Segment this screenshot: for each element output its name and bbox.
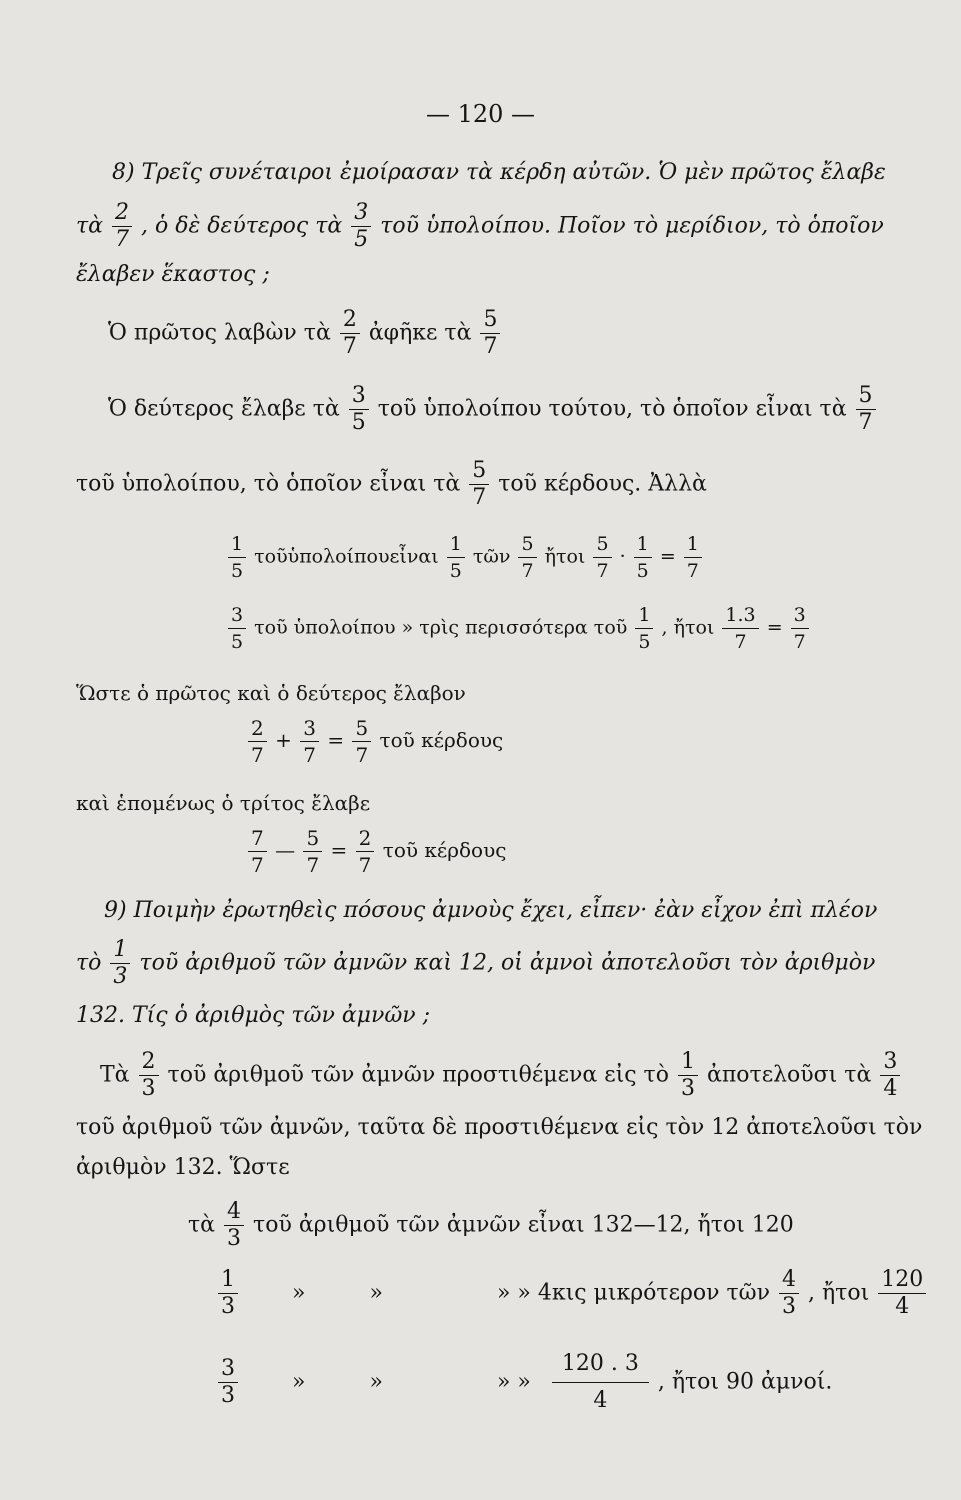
- numerator: 3: [300, 716, 319, 742]
- fraction: [480, 308, 500, 359]
- numerator: 2: [248, 716, 267, 742]
- solution-line-4: [226, 532, 704, 583]
- text: τὸ: [76, 950, 102, 976]
- text: τοῦ κέρδους: [379, 728, 504, 752]
- denominator: 7: [686, 560, 699, 582]
- numerator: 3: [351, 201, 371, 227]
- fraction: [552, 1352, 649, 1413]
- ditto-mark: » »: [496, 1280, 531, 1306]
- problem-9-line-2: [76, 938, 875, 989]
- numerator: 3: [228, 603, 246, 629]
- fraction: [139, 1050, 159, 1101]
- fraction: [684, 532, 702, 583]
- equals-sign: =: [327, 728, 345, 752]
- fraction: [224, 1200, 244, 1251]
- denominator: 4: [593, 1388, 608, 1413]
- solution-9-line-2: τοῦ ἀριθμοῦ τῶν ἀμνῶν, ταῦτα δὲ προστιθέμενα εἰς τὸν 12 ἀποτελοῦσι τὸν: [76, 1115, 923, 1140]
- fraction: [791, 603, 809, 654]
- text: Τὰ: [100, 1062, 130, 1088]
- numerator: 1: [228, 532, 246, 558]
- denominator: 5: [354, 227, 369, 252]
- numerator: 1: [678, 1050, 698, 1076]
- ditto-mark: »: [292, 1280, 306, 1306]
- fraction: [218, 1357, 238, 1408]
- fraction: [356, 826, 375, 877]
- text: τοῦ ὑπολοίπου. Ποῖον τὸ μερίδιον, τὸ ὁποῖον: [380, 213, 884, 239]
- text: , ὁ δὲ δεύτερος τὰ: [141, 213, 343, 239]
- solution-9-line-6: [216, 1352, 832, 1413]
- text: τοῦ ἀριθμοῦ τῶν ἀμνῶν εἶναι 132—12, ἤτοι 120: [253, 1212, 794, 1238]
- text: τοῦ ἀριθμοῦ τῶν ἀμνῶν καὶ 12, οἱ ἀμνοὶ ἀποτελοῦσι τὸν ἀριθμὸν: [139, 950, 876, 976]
- numerator: 4: [779, 1268, 799, 1294]
- text: 4κις μικρότερον τῶν: [537, 1280, 770, 1306]
- text: τοῦ κέρδους: [382, 838, 507, 862]
- numerator: 1.3: [722, 603, 758, 629]
- fraction: [112, 201, 132, 252]
- solution-line-6: Ὥστε ὁ πρῶτος καὶ ὁ δεύτερος ἔλαβον: [76, 681, 466, 705]
- denominator: 5: [636, 560, 649, 582]
- numerator: 1: [110, 938, 130, 964]
- numerator: 5: [593, 532, 611, 558]
- numerator: 5: [352, 716, 371, 742]
- numerator: 2: [356, 826, 375, 852]
- fraction: [351, 201, 371, 252]
- numerator: 4: [224, 1200, 244, 1226]
- solution-line-2: [108, 384, 878, 435]
- fraction: [678, 1050, 698, 1101]
- problem-8-line-3: ἔλαβεν ἕκαστος ;: [76, 262, 270, 287]
- fraction: [878, 1268, 926, 1319]
- fraction: [218, 1268, 238, 1319]
- fraction: [110, 938, 130, 989]
- fraction: [248, 826, 267, 877]
- text: ἀφῆκε τὰ: [368, 320, 472, 346]
- problem-8-line-2: [76, 201, 884, 252]
- denominator: 5: [231, 560, 244, 582]
- fraction: [469, 459, 489, 510]
- numerator: 3: [880, 1050, 900, 1076]
- denominator: 4: [883, 1076, 898, 1101]
- fraction: [228, 532, 246, 583]
- ditto-mark: »: [292, 1369, 306, 1395]
- numerator: 5: [856, 384, 876, 410]
- denominator: 7: [306, 853, 320, 877]
- text: τοῦ ὑπολοίπου, τὸ ὁποῖον εἶναι τὰ: [76, 471, 461, 497]
- minus-sign: —: [275, 838, 296, 862]
- equals-sign: =: [766, 616, 783, 639]
- numerator: 1: [447, 532, 465, 558]
- text: Ὁ δεύτερος ἔλαβε τὰ: [108, 396, 340, 422]
- numerator: 2: [340, 308, 360, 334]
- denominator: 7: [342, 334, 357, 359]
- numerator: 3: [349, 384, 369, 410]
- numerator: 1: [634, 532, 652, 558]
- fraction: [856, 384, 876, 435]
- denominator: 3: [113, 964, 128, 989]
- numerator: 1: [218, 1268, 238, 1294]
- numerator: 3: [791, 603, 809, 629]
- text: τοῦ ἀριθμοῦ τῶν ἀμνῶν προστιθέμενα εἰς τὸ: [167, 1062, 669, 1088]
- fraction: [722, 603, 758, 654]
- text: τοῦ ὑπολοίπου τούτου, τὸ ὁποῖον εἶναι τὰ: [377, 396, 847, 422]
- denominator: 7: [858, 410, 873, 435]
- fraction: [352, 716, 371, 767]
- solution-line-5: [226, 603, 811, 654]
- fraction: [880, 1050, 900, 1101]
- text: , ἤτοι: [808, 1280, 870, 1306]
- plus-sign: +: [275, 728, 292, 752]
- page-number: — 120 —: [425, 100, 536, 128]
- denominator: 3: [227, 1226, 242, 1251]
- numerator: 5: [518, 532, 536, 558]
- numerator: 5: [303, 826, 322, 852]
- numerator: 1: [635, 603, 653, 629]
- numerator: 120 . 3: [552, 1352, 649, 1383]
- solution-9-line-1: [100, 1050, 902, 1101]
- text: ἀποτελοῦσι τὰ: [706, 1062, 872, 1088]
- text: Ὁ πρῶτος λαβὼν τὰ: [108, 320, 331, 346]
- text: τοῦ κέρδους. Ἀλλὰ: [498, 471, 707, 497]
- denominator: 5: [351, 410, 366, 435]
- denominator: 7: [483, 334, 498, 359]
- fraction: [635, 603, 653, 654]
- fraction: [349, 384, 369, 435]
- fraction: [634, 532, 652, 583]
- numerator: 7: [248, 826, 267, 852]
- denominator: 7: [355, 743, 369, 767]
- fraction: [300, 716, 319, 767]
- denominator: 7: [596, 560, 609, 582]
- fraction: [518, 532, 536, 583]
- denominator: 3: [141, 1076, 156, 1101]
- fraction: [340, 308, 360, 359]
- text: τοῦὑπολοίπουεἶναι: [254, 545, 439, 568]
- text: , ἤτοι 90 ἀμνοί.: [657, 1369, 833, 1395]
- text: τῶν: [472, 545, 511, 568]
- denominator: 5: [449, 560, 462, 582]
- solution-line-3: [76, 459, 707, 510]
- fraction: [228, 603, 246, 654]
- solution-line-7: [246, 716, 503, 767]
- text: ἤτοι: [544, 545, 586, 568]
- solution-9-line-4: [188, 1200, 794, 1251]
- denominator: 5: [638, 631, 651, 653]
- solution-9-line-5: [216, 1268, 928, 1319]
- denominator: 5: [231, 631, 244, 653]
- equals-sign: =: [330, 838, 348, 862]
- solution-line-9: [246, 826, 506, 877]
- numerator: 5: [469, 459, 489, 485]
- denominator: 7: [358, 853, 372, 877]
- solution-line-1: [108, 308, 502, 359]
- solution-line-8: καὶ ἑπομένως ὁ τρίτος ἔλαβε: [76, 791, 371, 815]
- denominator: 7: [251, 743, 264, 767]
- numerator: 3: [218, 1357, 238, 1383]
- problem-8-line-1: 8) Τρεῖς συνέταιροι ἐμοίρασαν τὰ κέρδη αὐτῶν. Ὁ μὲν πρῶτος ἔλαβε: [112, 160, 886, 185]
- denominator: 7: [303, 743, 316, 767]
- denominator: 7: [793, 631, 806, 653]
- numerator: 120: [878, 1268, 926, 1294]
- ditto-mark: » »: [496, 1369, 531, 1395]
- ditto-mark: »: [369, 1280, 383, 1306]
- problem-9-line-1: 9) Ποιμὴν ἐρωτηθεὶς πόσους ἀμνοὺς ἔχει, εἶπεν· ἐὰν εἶχον ἐπὶ πλέον: [104, 898, 878, 923]
- text: τὰ: [188, 1212, 216, 1238]
- fraction: [447, 532, 465, 583]
- ditto-mark: »: [369, 1369, 383, 1395]
- denominator: 3: [680, 1076, 695, 1101]
- fraction: [779, 1268, 799, 1319]
- numerator: 5: [480, 308, 500, 334]
- fraction: [248, 716, 267, 767]
- text: τὰ: [76, 213, 104, 239]
- equals-sign: =: [659, 545, 676, 568]
- problem-9-line-3: 132. Τίς ὁ ἀριθμὸς τῶν ἀμνῶν ;: [76, 1003, 431, 1028]
- fraction: [593, 532, 611, 583]
- dot: ·: [619, 545, 626, 568]
- fraction: [303, 826, 322, 877]
- solution-9-line-3: ἀριθμὸν 132. Ὥστε: [76, 1155, 290, 1180]
- denominator: 3: [221, 1383, 235, 1408]
- text: , ἤτοι: [661, 616, 715, 639]
- numerator: 1: [684, 532, 702, 558]
- denominator: 4: [895, 1294, 910, 1319]
- denominator: 3: [782, 1294, 796, 1319]
- denominator: 3: [221, 1294, 235, 1319]
- numerator: 2: [112, 201, 132, 227]
- text: τοῦ ὑπολοίπου » τρὶς περισσότερα τοῦ: [254, 616, 628, 639]
- denominator: 7: [734, 631, 747, 653]
- denominator: 7: [251, 853, 264, 877]
- denominator: 7: [115, 227, 130, 252]
- denominator: 7: [472, 485, 487, 510]
- numerator: 2: [139, 1050, 159, 1076]
- denominator: 7: [521, 560, 534, 582]
